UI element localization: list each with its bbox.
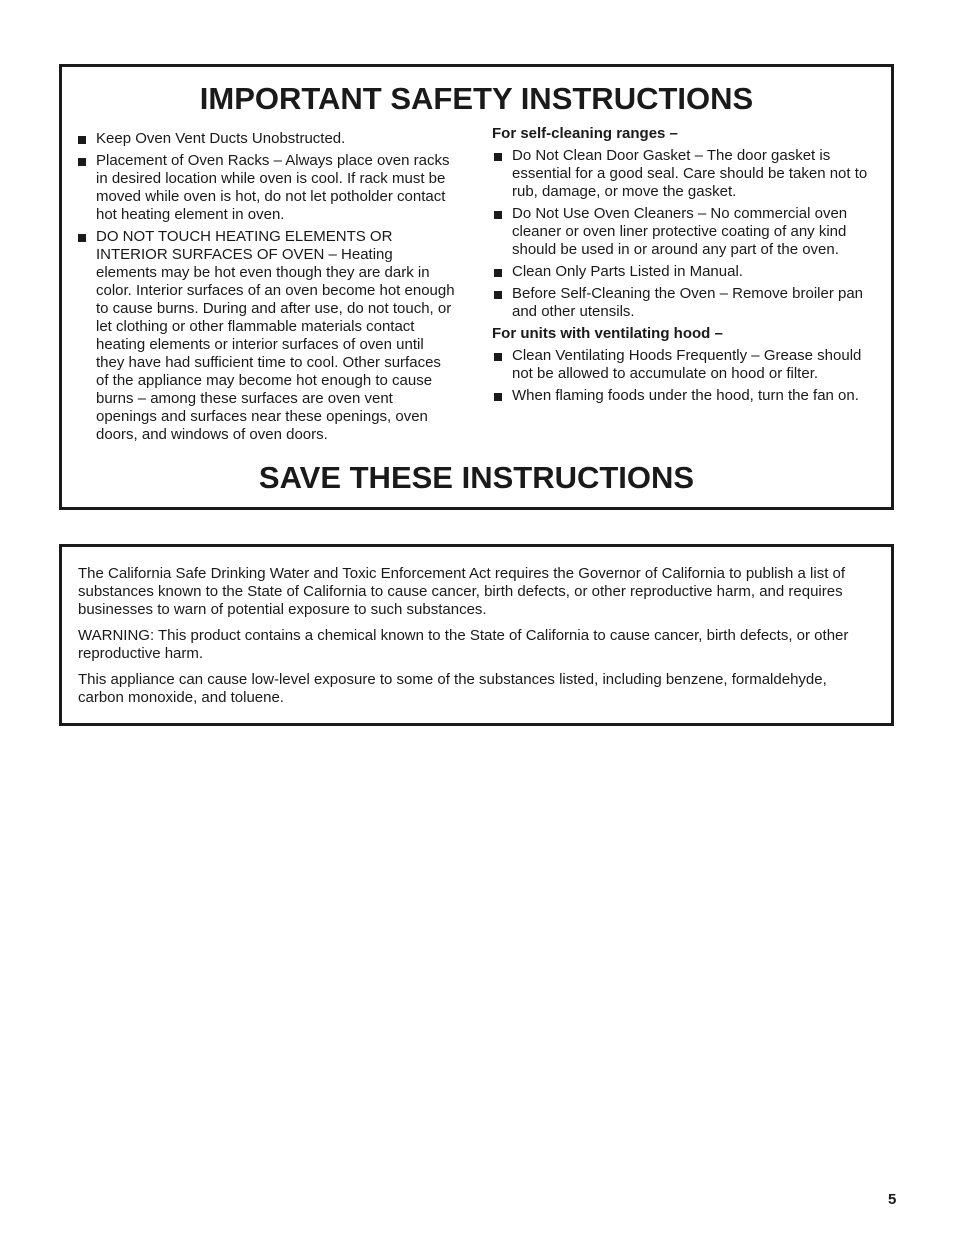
list-item <box>492 263 882 281</box>
list-item <box>492 205 882 259</box>
list-item-text: When flaming foods under the hood, turn the fan on. <box>512 387 859 404</box>
list-item <box>492 347 882 383</box>
list-item <box>76 152 456 224</box>
california-paragraph: The California Safe Drinking Water and Toxic Enforcement Act requires the Governor of California to publish a list of substances known to the State of California to cause cancer, birth defects, or other reproductive harm, and requires businesses to warn of potential exposure to such substances. <box>78 565 846 618</box>
right-column <box>492 125 882 409</box>
hood-heading: For units with ventilating hood – <box>492 325 723 342</box>
california-paragraph: WARNING: This product contains a chemical known to the State of California to cause cancer, birth defects, or other reproductive harm. <box>78 627 849 662</box>
hood-list <box>492 347 882 405</box>
safety-instructions-box <box>59 64 894 510</box>
safety-title: IMPORTANT SAFETY INSTRUCTIONS <box>199 81 754 116</box>
list-item-text: Clean Only Parts Listed in Manual. <box>512 263 743 280</box>
left-instruction-list <box>76 130 456 444</box>
california-paragraph: This appliance can cause low-level exposure to some of the substances listed, including benzene, formaldehyde, carbon monoxide, and toluene. <box>78 671 827 706</box>
list-item-text: DO NOT TOUCH HEATING ELEMENTS OR INTERIOR SURFACES OF OVEN – Heating elements may be hot even though they are dark in color. Interior surfaces of an oven become hot enough to cause burns. During and after use, do not touch, or let clothing or other flammable materials contact heating elements or interior surfaces of oven until they have had sufficient time to cool. Other surfaces of the appliance may become hot enough to cause burns – among these surfaces are oven vent openings and surfaces near these openings, oven doors, and windows of oven doors. <box>96 228 455 443</box>
list-item-text: Placement of Oven Racks – Always place oven racks in desired location while oven is cool. If rack must be moved while oven is hot, do not let potholder contact hot heating element in oven. <box>96 152 450 223</box>
list-item <box>492 147 882 201</box>
list-item-text: Before Self-Cleaning the Oven – Remove broiler pan and other utensils. <box>512 285 864 320</box>
list-item-text: Do Not Clean Door Gasket – The door gasket is essential for a good seal. Care should be taken not to rub, damage, or move the gasket. <box>512 147 868 200</box>
list-item-text: Do Not Use Oven Cleaners – No commercial oven cleaner or oven liner protective coating of any kind should be used in or around any part of the oven. <box>512 205 848 258</box>
list-item <box>76 130 456 148</box>
list-item <box>76 228 456 444</box>
list-item <box>492 285 882 321</box>
save-instructions-footer: SAVE THESE INSTRUCTIONS <box>258 460 695 495</box>
list-item-text: Keep Oven Vent Ducts Unobstructed. <box>96 130 346 147</box>
page-number: 5 <box>888 1191 897 1208</box>
california-warning-box <box>59 544 894 726</box>
list-item-text: Clean Ventilating Hoods Frequently – Grease should not be allowed to accumulate on hood or filter. <box>512 347 862 382</box>
self-cleaning-heading: For self-cleaning ranges – <box>492 125 678 142</box>
self-cleaning-list <box>492 147 882 321</box>
left-column <box>76 130 456 448</box>
list-item <box>492 387 882 405</box>
